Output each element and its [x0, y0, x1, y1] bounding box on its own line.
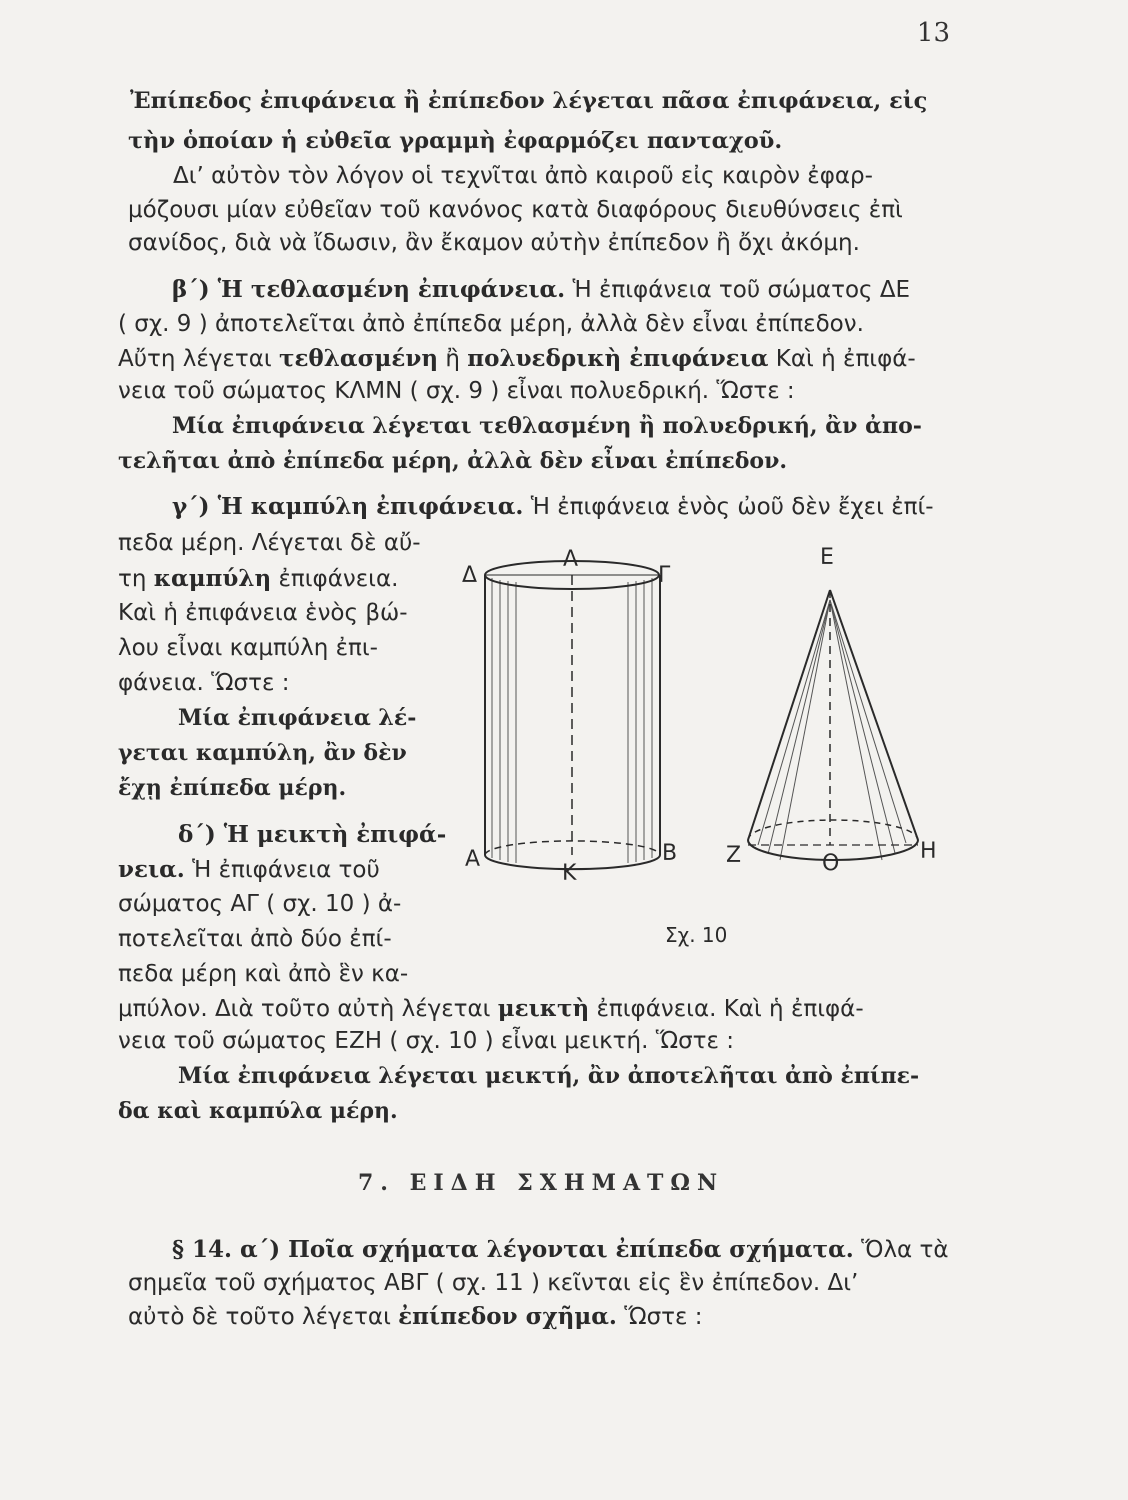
section-c-definition-3: ἔχῃ ἐπίπεδα μέρη. — [118, 775, 347, 801]
section-d-definition-1: Μία ἐπιφάνεια λέγεται μεικτή, ἂν ἀποτελῆται ἀπὸ ἐπίπε- — [178, 1063, 920, 1089]
cone-drawing — [748, 590, 918, 860]
section-14-title: § 14. α΄) Ποῖα σχήματα λέγονται ἐπίπεδα σχήματα. — [172, 1236, 854, 1263]
page-number: 13 — [916, 18, 950, 48]
cylinder-drawing — [485, 561, 660, 869]
section-c-line-1: γ΄) Ἡ καμπύλη ἐπιφάνεια. Ἡ ἐπιφάνεια ἑνὸς ὠοῦ δὲν ἔχει ἐπί- — [172, 493, 934, 520]
section-c-title: γ΄) Ἡ καμπύλη ἐπιφάνεια. — [172, 493, 524, 520]
section-d-line-3: σώματος ΑΓ ( σχ. 10 ) ἀ- — [118, 891, 402, 917]
section-d-line-7: νεια τοῦ σώματος ΕΖΗ ( σχ. 10 ) εἶναι μεικτή. Ὥστε : — [118, 1028, 735, 1054]
craftsmen-line-1: Δι’ αὐτὸν τὸν λόγον οἱ τεχνῖται ἀπὸ καιροῦ εἰς καιρὸν ἐφαρ- — [173, 163, 873, 189]
label-delta: Δ — [462, 563, 478, 588]
section-c-line-2: πεδα μέρη. Λέγεται δὲ αὔ- — [118, 530, 421, 556]
section-c-definition-1: Μία ἐπιφάνεια λέ- — [178, 705, 417, 731]
plane-definition-line-1: Ἐπίπεδος ἐπιφάνεια ἢ ἐπίπεδον λέγεται πᾶσα ἐπιφάνεια, εἰς — [130, 88, 928, 114]
label-gamma: Γ — [658, 563, 671, 588]
section-b-definition-2: τελῆται ἀπὸ ἐπίπεδα μέρη, ἀλλὰ δὲν εἶναι ἐπίπεδον. — [118, 448, 788, 474]
section-b-line-3: Αὔτη λέγεται τεθλασμένη ἢ πολυεδρικὴ ἐπιφάνεια Καὶ ἡ ἐπιφά- — [118, 345, 916, 372]
section-14-line-1: § 14. α΄) Ποῖα σχήματα λέγονται ἐπίπεδα σχήματα. Ὅλα τὰ — [172, 1236, 949, 1263]
figure-caption: Σχ. 10 — [665, 923, 728, 947]
label-lambda: Λ — [563, 547, 579, 572]
label-zeta: Ζ — [726, 843, 742, 868]
section-d-definition-2: δα καὶ καμπύλα μέρη. — [118, 1098, 398, 1124]
section-d-line-6: μπύλον. Διὰ τοῦτο αὐτὴ λέγεται μεικτὴ ἐπιφάνεια. Καὶ ἡ ἐπιφά- — [118, 995, 864, 1022]
label-epsilon: Ε — [820, 545, 834, 570]
section-b-line-2: ( σχ. 9 ) ἀποτελεῖται ἀπὸ ἐπίπεδα μέρη, ἀλλὰ δὲν εἶναι ἐπίπεδον. — [118, 311, 864, 337]
section-c-line-5: λου εἶναι καμπύλη ἐπι- — [118, 635, 378, 661]
section-14-line-2: σημεῖα τοῦ σχήματος ΑΒΓ ( σχ. 11 ) κεῖνται εἰς ἓν ἐπίπεδον. Δι’ — [128, 1270, 859, 1296]
section-d-line-2: νεια. Ἡ ἐπιφάνεια τοῦ — [118, 856, 380, 883]
label-beta: Β — [662, 841, 678, 866]
section-b-line-4: νεια τοῦ σώματος ΚΛΜΝ ( σχ. 9 ) εἶναι πολυεδρική. Ὥστε : — [118, 378, 795, 404]
craftsmen-line-3: σανίδος, διὰ νὰ ἴδωσιν, ἂν ἔκαμον αὐτὴν ἐπίπεδον ἢ ὄχι ἀκόμη. — [128, 230, 860, 256]
label-omicron: Ο — [822, 851, 840, 876]
plane-definition-line-2: τὴν ὁποίαν ἡ εὐθεῖα γραμμὴ ἐφαρμόζει πανταχοῦ. — [128, 128, 783, 154]
section-b-title: β΄) Ἡ τεθλασμένη ἐπιφάνεια. — [172, 276, 566, 303]
section-c-definition-2: γεται καμπύλη, ἂν δὲν — [118, 740, 407, 766]
section-d-title: δ΄) Ἡ μεικτὴ ἐπιφά- — [178, 821, 447, 848]
section-b-line-1: β΄) Ἡ τεθλασμένη ἐπιφάνεια. Ἡ ἐπιφάνεια τοῦ σώματος ΔΕ — [172, 276, 911, 303]
section-14-line-3: αὐτὸ δὲ τοῦτο λέγεται ἐπίπεδον σχῆμα. Ὥστε : — [128, 1303, 703, 1330]
section-c-line-6: φάνεια. Ὥστε : — [118, 670, 290, 696]
craftsmen-line-2: μόζουσι μίαν εὐθεῖαν τοῦ κανόνος κατὰ διαφόρους διευθύνσεις ἐπὶ — [128, 197, 903, 223]
chapter-heading: 7. ΕΙΔΗ ΣΧΗΜΑΤΩΝ — [358, 1170, 725, 1196]
section-d-line-4: ποτελεῖται ἀπὸ δύο ἐπί- — [118, 926, 392, 952]
section-c-line-3: τη καμπύλη ἐπιφάνεια. — [118, 565, 399, 592]
section-d-line-5: πεδα μέρη καὶ ἀπὸ ἓν κα- — [118, 961, 409, 987]
figure-10 — [450, 540, 970, 960]
section-b-definition-1: Μία ἐπιφάνεια λέγεται τεθλασμένη ἢ πολυεδρική, ἂν ἀπο- — [172, 413, 922, 439]
label-kappa: Κ — [562, 861, 577, 886]
section-c-line-4: Καὶ ἡ ἐπιφάνεια ἑνὸς βώ- — [118, 600, 408, 626]
label-alpha: Α — [465, 847, 481, 872]
label-eta: Η — [920, 839, 937, 864]
